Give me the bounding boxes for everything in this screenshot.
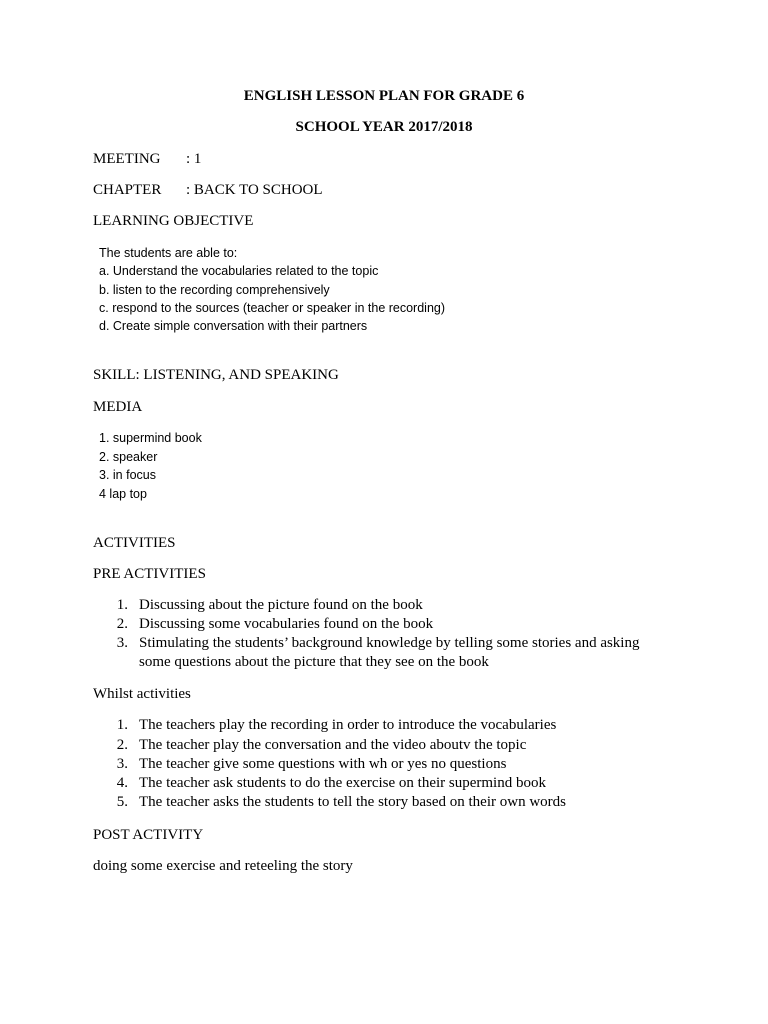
list-number: 2.: [116, 737, 128, 753]
list-item: The teacher give some questions with wh or yes no questions: [139, 756, 507, 772]
list-item: The teachers play the recording in order to introduce the vocabularies: [139, 717, 557, 733]
list-number: 4.: [116, 775, 128, 791]
list-number: 3.: [116, 635, 128, 651]
media-item: 4 lap top: [99, 487, 147, 501]
post-activity-heading: POST ACTIVITY: [93, 827, 204, 843]
list-number: 3.: [116, 756, 128, 772]
list-number: 2.: [116, 616, 128, 632]
post-activity-text: doing some exercise and reteeling the story: [93, 858, 353, 874]
objective-item: c. respond to the sources (teacher or speaker in the recording): [99, 301, 446, 315]
list-item-continuation: some questions about the picture that they see on the book: [139, 654, 489, 670]
chapter-value: : BACK TO SCHOOL: [186, 182, 323, 198]
objective-item: d. Create simple conversation with their partners: [99, 319, 368, 333]
objective-item: b. listen to the recording comprehensively: [99, 283, 330, 297]
chapter-row: [93, 182, 323, 199]
list-number: 5.: [116, 794, 128, 810]
meeting-row: [93, 151, 201, 168]
list-item: The teacher play the conversation and the video aboutv the topic: [139, 737, 527, 753]
list-item: Discussing some vocabularies found on the book: [139, 616, 434, 632]
list-item: Stimulating the students’ background knowledge by telling some stories and asking: [139, 635, 640, 651]
school-year: SCHOOL YEAR 2017/2018: [295, 119, 473, 135]
chapter-label: CHAPTER: [93, 182, 162, 198]
skill-heading: SKILL: LISTENING, AND SPEAKING: [93, 367, 339, 383]
list-item: The teacher asks the students to tell the story based on their own words: [139, 794, 566, 810]
meeting-value: : 1: [186, 151, 202, 167]
list-item: Discussing about the picture found on the book: [139, 597, 423, 613]
whilst-activities-heading: Whilst activities: [93, 686, 191, 702]
activities-heading: ACTIVITIES: [93, 535, 176, 551]
list-number: 1.: [116, 717, 128, 733]
list-item: The teacher ask students to do the exercise on their supermind book: [139, 775, 546, 791]
media-item: 1. supermind book: [99, 431, 202, 445]
document-title: ENGLISH LESSON PLAN FOR GRADE 6: [243, 88, 525, 104]
objective-item: a. Understand the vocabularies related to the topic: [99, 264, 379, 278]
media-item: 3. in focus: [99, 468, 156, 482]
pre-activities-heading: PRE ACTIVITIES: [93, 566, 206, 582]
list-number: 1.: [116, 597, 128, 613]
media-item: 2. speaker: [99, 450, 158, 464]
learning-objective-heading: LEARNING OBJECTIVE: [93, 213, 254, 229]
objective-intro: The students are able to:: [99, 246, 238, 260]
media-heading: MEDIA: [93, 399, 143, 415]
meeting-label: MEETING: [93, 151, 161, 167]
